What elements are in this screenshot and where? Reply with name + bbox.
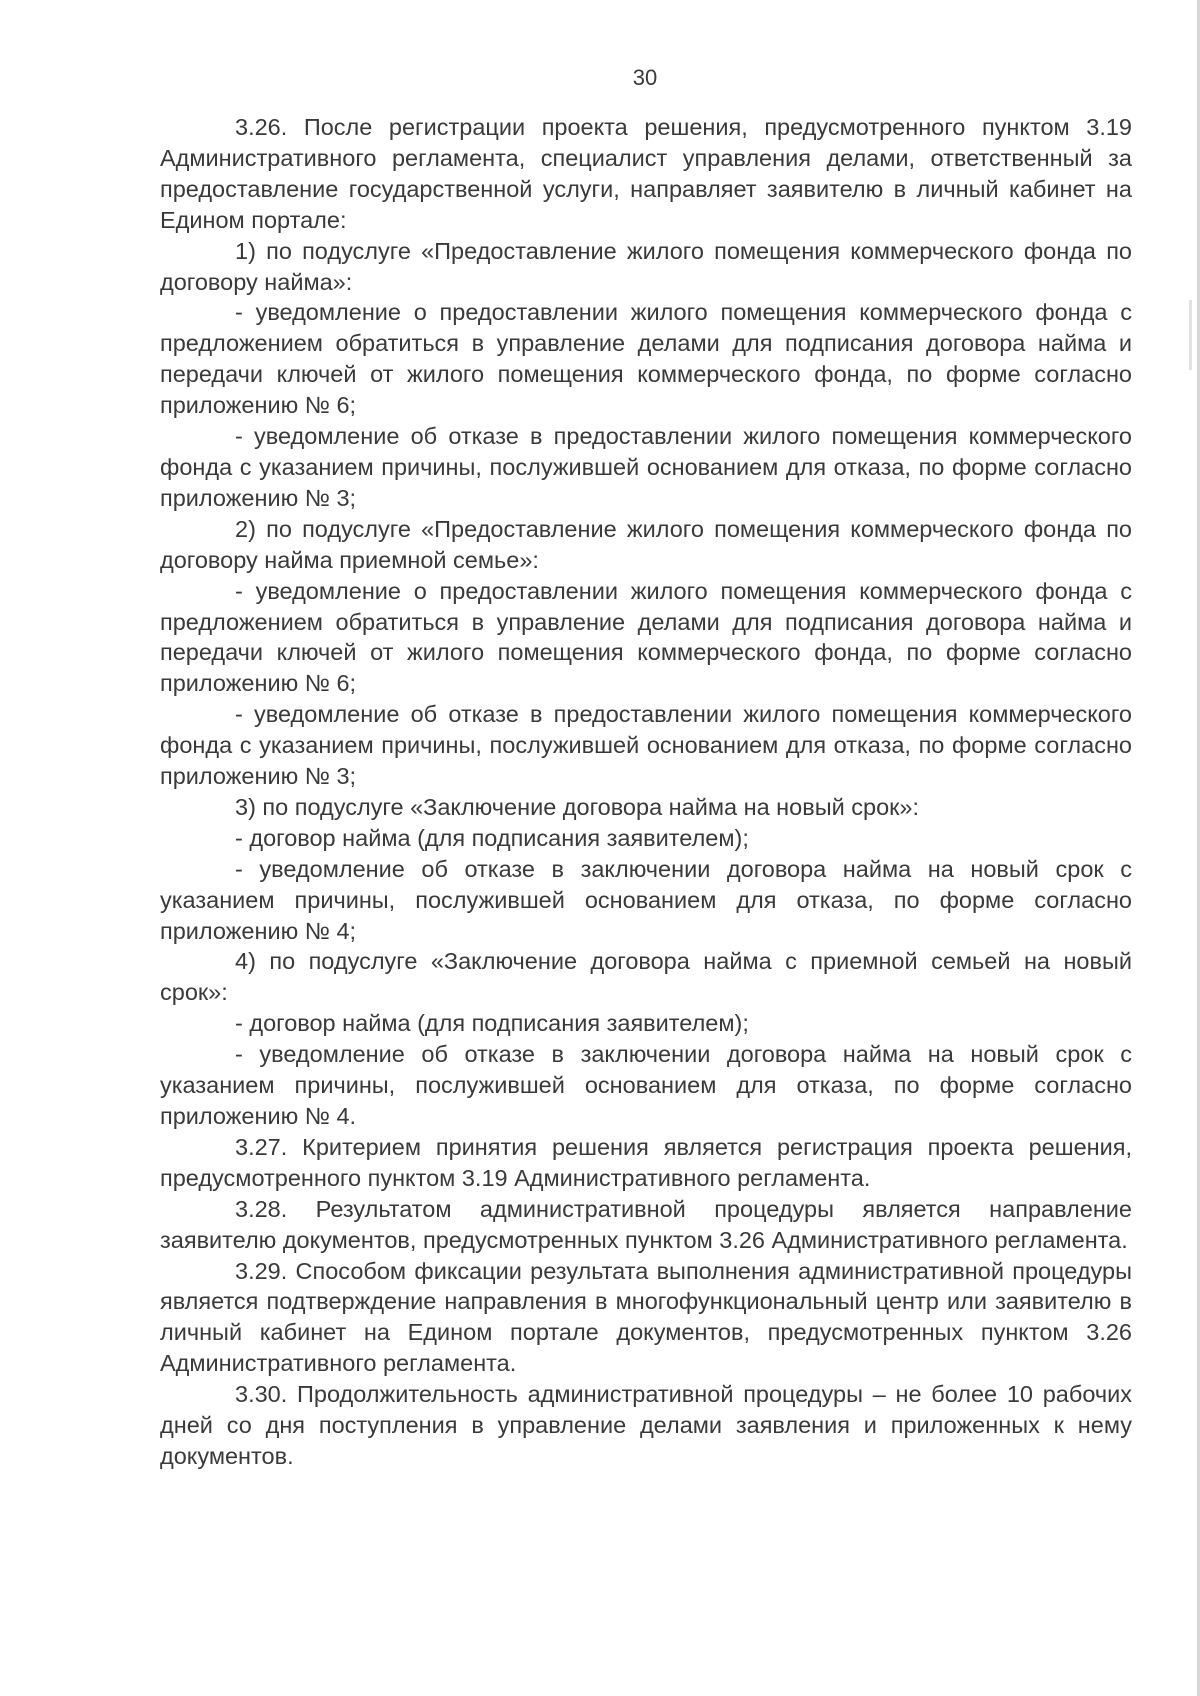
paragraph-notice-refusal-3: - уведомление об отказе в заключении договора найма на новый срок с указанием причины, послужившей основанием для отказа, по форме согласно приложению № 4; — [160, 855, 1132, 944]
paragraph-subservice-3: 3) по подуслуге «Заключение договора найма на новый срок»: — [235, 793, 920, 820]
paragraph-notice-refusal-2: - уведомление об отказе в предоставлении жилого помещения коммерческого фонда с указанием причины, послужившей основанием для отказа, по форме согласно приложению № 3; — [160, 701, 1132, 790]
paragraph-subservice-1: 1) по подуслуге «Предоставление жилого помещения коммерческого фонда по договору найма»: — [160, 237, 1132, 295]
paragraph-contract-4: - договор найма (для подписания заявителем); — [235, 1010, 749, 1037]
paragraph-notice-refusal-4: - уведомление об отказе в заключении договора найма на новый срок с указанием причины, послужившей основанием для отказа, по форме согласно приложению № 4. — [160, 1041, 1132, 1129]
scan-edge-mark — [1189, 300, 1192, 370]
paragraph-subservice-2: 2) по подуслуге «Предоставление жилого помещения коммерческого фонда по договору найма приемной семье»: — [160, 515, 1132, 573]
page-number: 30 — [632, 65, 658, 90]
paragraph-3-30: 3.30. Продолжительность административной процедуры – не более 10 рабочих дней со дня поступления в управление делами заявления и приложенных к нему документов. — [160, 1381, 1132, 1469]
paragraph-notice-grant-1: - уведомление о предоставлении жилого помещения коммерческого фонда с предложением обратиться в управление делами для подписания договора найма и передачи ключей от жилого помещения коммерческого фонда, по форме согласно приложению № 6; — [160, 299, 1132, 419]
paragraph-3-28: 3.28. Результатом административной процедуры является направление заявителю документов, предусмотренных пунктом 3.26 Административного регламента. — [160, 1195, 1132, 1253]
paragraph-subservice-4: 4) по подуслуге «Заключение договора найма с приемной семьей на новый срок»: — [160, 948, 1132, 1006]
document-body — [160, 112, 1132, 1472]
paragraph-3-26: 3.26. После регистрации проекта решения, предусмотренного пунктом 3.19 Административного регламента, специалист управления делами, ответственный за предоставление государственной услуги, направляет заявителю в личный кабинет на Едином портале: — [160, 114, 1132, 233]
paragraph-notice-grant-2: - уведомление о предоставлении жилого помещения коммерческого фонда с предложением обратиться в управление делами для подписания договора найма и передачи ключей от жилого помещения коммерческого фонда, по форме согласно приложению № 6; — [160, 577, 1132, 697]
paragraph-contract-3: - договор найма (для подписания заявителем); — [235, 824, 749, 851]
paragraph-3-27: 3.27. Критерием принятия решения является регистрация проекта решения, предусмотренного пунктом 3.19 Административного регламента. — [160, 1133, 1132, 1191]
paragraph-notice-refusal-1: - уведомление об отказе в предоставлении жилого помещения коммерческого фонда с указанием причины, послужившей основанием для отказа, по форме согласно приложению № 3; — [160, 423, 1132, 511]
paragraph-3-29: 3.29. Способом фиксации результата выполнения административной процедуры является подтверждение направления в многофункциональный центр или заявителю в личный кабинет на Едином портале документов, предусмотренных пунктом 3.26 Административного регламента. — [160, 1257, 1132, 1377]
